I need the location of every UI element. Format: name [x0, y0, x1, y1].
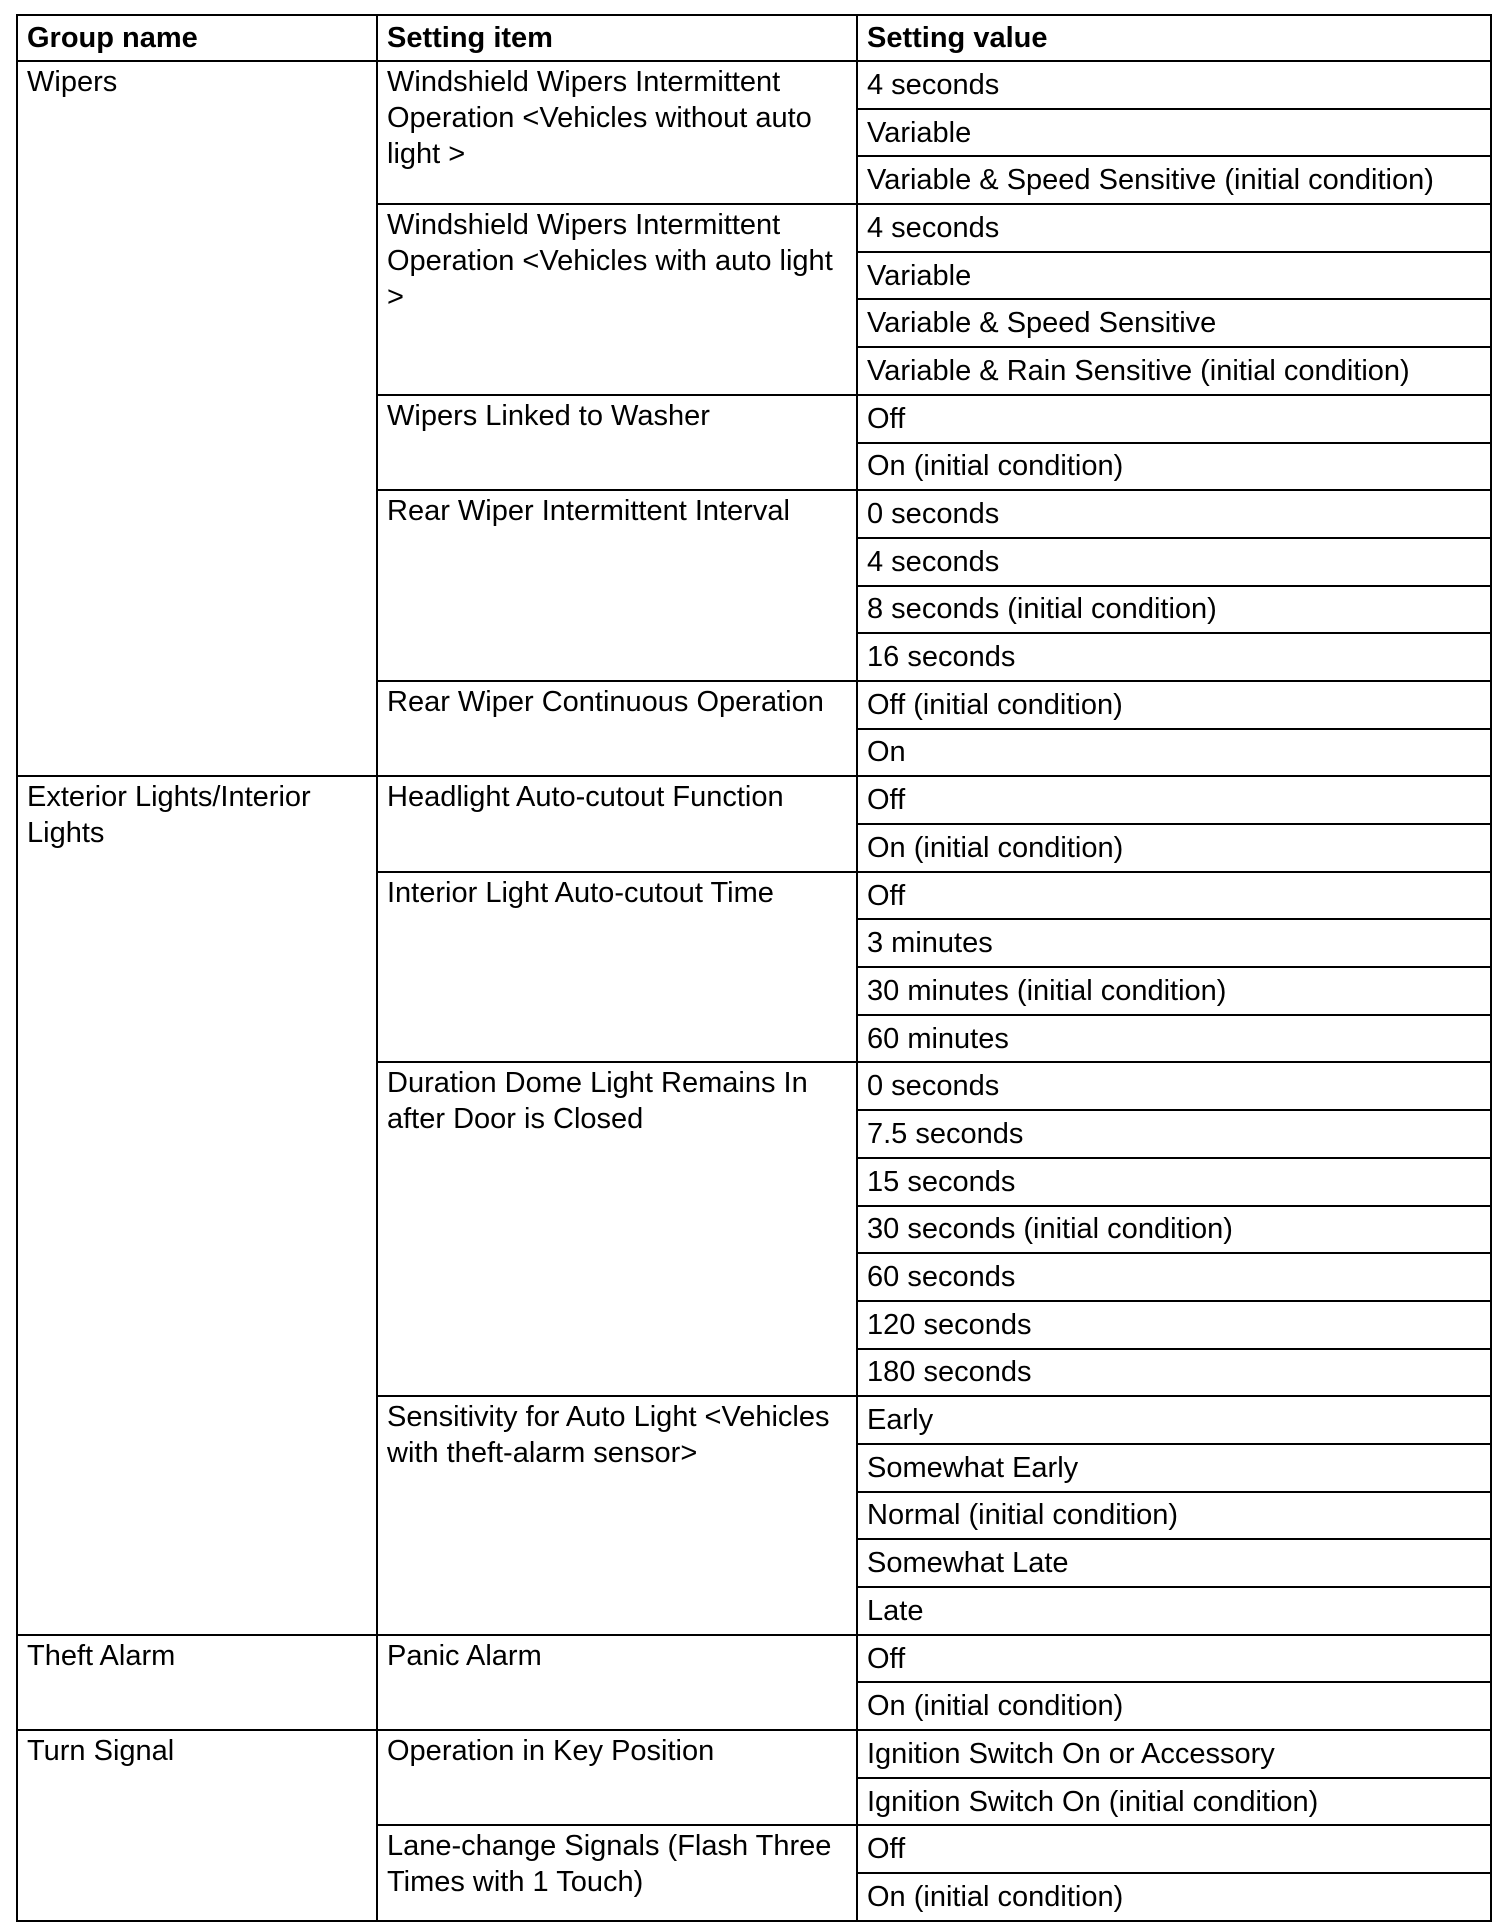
header-group-name: Group name: [17, 15, 377, 61]
setting-value-cell: 4 seconds: [857, 61, 1491, 109]
setting-value-cell: Ignition Switch On or Accessory: [857, 1730, 1491, 1778]
table-row: [17, 61, 1491, 109]
setting-value-cell: 60 seconds: [857, 1253, 1491, 1301]
table-row: [17, 1730, 1491, 1778]
setting-value-cell: 4 seconds: [857, 538, 1491, 586]
setting-item-cell: Rear Wiper Intermittent Interval: [377, 490, 857, 681]
setting-value-cell: On (initial condition): [857, 1682, 1491, 1730]
table-row: [17, 1635, 1491, 1683]
header-setting-value: Setting value: [857, 15, 1491, 61]
setting-value-cell: 30 minutes (initial condition): [857, 967, 1491, 1015]
setting-item-cell: Windshield Wipers Intermittent Operation <Vehicles without auto light >: [377, 61, 857, 204]
settings-body: [17, 61, 1491, 1921]
setting-value-cell: Somewhat Late: [857, 1539, 1491, 1587]
setting-value-cell: Late: [857, 1587, 1491, 1635]
setting-value-cell: 7.5 seconds: [857, 1110, 1491, 1158]
setting-value-cell: 8 seconds (initial condition): [857, 586, 1491, 634]
header-setting-item: Setting item: [377, 15, 857, 61]
setting-item-cell: Sensitivity for Auto Light <Vehicles with theft-alarm sensor>: [377, 1396, 857, 1634]
setting-item-cell: Lane-change Signals (Flash Three Times with 1 Touch): [377, 1825, 857, 1920]
setting-value-cell: 4 seconds: [857, 204, 1491, 252]
setting-item-cell: Panic Alarm: [377, 1635, 857, 1730]
setting-value-cell: Off: [857, 872, 1491, 920]
header-row: [17, 15, 1491, 61]
setting-value-cell: Variable: [857, 252, 1491, 300]
setting-value-cell: On (initial condition): [857, 443, 1491, 491]
setting-value-cell: Ignition Switch On (initial condition): [857, 1778, 1491, 1826]
setting-value-cell: Variable: [857, 109, 1491, 157]
setting-value-cell: On (initial condition): [857, 824, 1491, 872]
setting-value-cell: Variable & Speed Sensitive (initial condition): [857, 156, 1491, 204]
settings-table: [16, 14, 1492, 1922]
setting-value-cell: 15 seconds: [857, 1158, 1491, 1206]
setting-item-cell: Windshield Wipers Intermittent Operation <Vehicles with auto light >: [377, 204, 857, 395]
group-name-cell: Theft Alarm: [17, 1635, 377, 1730]
setting-value-cell: Early: [857, 1396, 1491, 1444]
setting-value-cell: 180 seconds: [857, 1349, 1491, 1397]
setting-value-cell: Off: [857, 395, 1491, 443]
setting-value-cell: Normal (initial condition): [857, 1492, 1491, 1540]
setting-value-cell: Variable & Rain Sensitive (initial condition): [857, 347, 1491, 395]
setting-value-cell: Off: [857, 1635, 1491, 1683]
group-name-cell: Wipers: [17, 61, 377, 776]
setting-value-cell: 120 seconds: [857, 1301, 1491, 1349]
setting-value-cell: 0 seconds: [857, 490, 1491, 538]
setting-item-cell: Interior Light Auto-cutout Time: [377, 872, 857, 1063]
setting-value-cell: Variable & Speed Sensitive: [857, 299, 1491, 347]
setting-value-cell: Off: [857, 1825, 1491, 1873]
setting-value-cell: Off (initial condition): [857, 681, 1491, 729]
table-row: [17, 776, 1491, 824]
setting-value-cell: 0 seconds: [857, 1062, 1491, 1110]
setting-item-cell: Wipers Linked to Washer: [377, 395, 857, 490]
setting-value-cell: On: [857, 729, 1491, 777]
setting-value-cell: 30 seconds (initial condition): [857, 1206, 1491, 1254]
setting-item-cell: Rear Wiper Continuous Operation: [377, 681, 857, 776]
group-name-cell: Turn Signal: [17, 1730, 377, 1921]
setting-value-cell: Off: [857, 776, 1491, 824]
setting-value-cell: 3 minutes: [857, 919, 1491, 967]
setting-value-cell: On (initial condition): [857, 1873, 1491, 1921]
setting-value-cell: 16 seconds: [857, 633, 1491, 681]
group-name-cell: Exterior Lights/Interior Lights: [17, 776, 377, 1634]
setting-item-cell: Duration Dome Light Remains In after Door is Closed: [377, 1062, 857, 1396]
setting-value-cell: Somewhat Early: [857, 1444, 1491, 1492]
setting-value-cell: 60 minutes: [857, 1015, 1491, 1063]
setting-item-cell: Operation in Key Position: [377, 1730, 857, 1825]
setting-item-cell: Headlight Auto-cutout Function: [377, 776, 857, 871]
